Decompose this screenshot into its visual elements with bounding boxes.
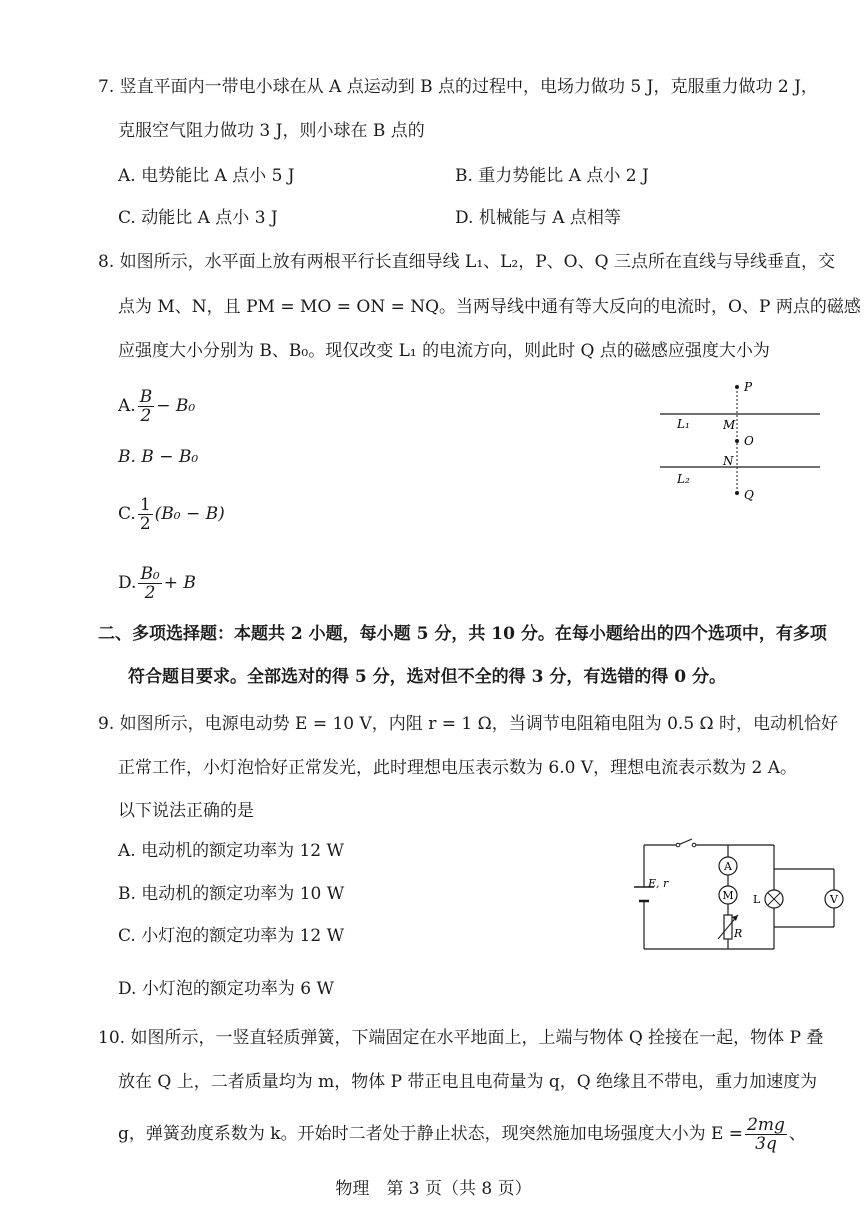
label-p: P (744, 380, 753, 394)
point-o-dot (735, 439, 739, 443)
q7-option-c: C. 动能比 A 点小 3 J (118, 208, 278, 228)
q10-stem-line2: 放在 Q 上，二者质量均为 m，物体 P 带正电且电荷量为 q，Q 绝缘且不带电，重力加速度为 (118, 1072, 818, 1092)
q8-stem-line3: 应强度大小分别为 B、B₀。现仅改变 L₁ 的电流方向，则此时 Q 点的磁感应强度大小为 (118, 341, 770, 361)
q9-option-c: C. 小灯泡的额定功率为 12 W (118, 926, 345, 946)
q7-stem-line2: 克服空气阻力做功 3 J，则小球在 B 点的 (118, 121, 425, 141)
fraction-denominator: 2 (140, 406, 152, 426)
switch-contact-right (692, 843, 696, 847)
q8-stem-line1: 8. 如图所示，水平面上放有两根平行长直细导线 L₁、L₂，P、O、Q 三点所在直线与导线垂直，交 (98, 252, 835, 272)
option-c-suffix: (B₀ − B) (154, 504, 225, 524)
q10-line3-tail: 、 (788, 1124, 806, 1144)
fraction-numerator: B (139, 387, 153, 407)
q9-circuit-figure (630, 835, 858, 960)
q10-stem-line1: 10. 如图所示，一竖直轻质弹簧，下端固定在水平地面上，上端与物体 Q 拴接在一起，物体 P 叠 (98, 1028, 824, 1048)
label-lamp: L (753, 893, 761, 906)
point-q-dot (735, 491, 739, 495)
option-c-prefix: C. (118, 504, 136, 524)
q8-wire-figure (655, 375, 825, 510)
label-n: N (723, 454, 734, 468)
q7-stem-line1: 7. 竖直平面内一带电小球在从 A 点运动到 B 点的过程中，电场力做功 5 J，克服重力做功 2 J， (98, 77, 818, 97)
label-q: Q (744, 488, 754, 502)
option-d-prefix: D. (118, 573, 137, 593)
label-motor: M (722, 889, 734, 902)
q8-option-d (118, 565, 196, 602)
q7-option-a: A. 电势能比 A 点小 5 J (118, 166, 295, 186)
label-voltmeter: V (830, 893, 838, 906)
q7-option-d: D. 机械能与 A 点相等 (455, 208, 621, 228)
fraction-denominator: 3q (755, 1134, 777, 1154)
option-d-suffix: + B (163, 573, 196, 593)
page-footer: 物理 第 3 页（共 8 页） (335, 1179, 532, 1199)
q9-stem-line2: 正常工作，小灯泡恰好正常发光，此时理想电压表示数为 6.0 V，理想电流表示数为 2 A。 (118, 758, 798, 778)
q10-stem-line3 (118, 1116, 806, 1153)
option-d-fraction (138, 565, 161, 602)
label-l2: L₂ (677, 472, 690, 486)
q8-option-c (118, 496, 225, 533)
fraction-denominator: 2 (144, 583, 156, 603)
q8-option-b: B. B − B₀ (118, 447, 199, 467)
label-source: E, r (648, 877, 669, 890)
option-a-fraction (138, 388, 155, 425)
q10-field-fraction (745, 1116, 787, 1153)
point-p-dot (735, 385, 739, 389)
q9-stem-line1: 9. 如图所示，电源电动势 E = 10 V，内阻 r = 1 Ω，当调节电阻箱电阻为 0.5 Ω 时，电动机恰好 (98, 714, 839, 734)
q9-option-d: D. 小灯泡的额定功率为 6 W (118, 979, 334, 999)
label-l1: L₁ (677, 417, 690, 431)
q9-option-b: B. 电动机的额定功率为 10 W (118, 884, 345, 904)
label-o: O (744, 434, 754, 448)
option-c-fraction (138, 496, 153, 533)
q8-option-a (118, 388, 195, 425)
label-ammeter: A (724, 860, 732, 873)
q9-option-a: A. 电动机的额定功率为 12 W (118, 841, 344, 861)
section2-line2: 符合题目要求。全部选对的得 5 分，选对但不全的得 3 分，有选错的得 0 分。 (128, 667, 726, 687)
fraction-denominator: 2 (139, 514, 151, 534)
q10-line3-text: g，弹簧劲度系数为 k。开始时二者处于静止状态，现突然施加电场强度大小为 E = (118, 1124, 744, 1144)
q9-stem-line3: 以下说法正确的是 (118, 801, 254, 821)
fraction-numerator: 1 (139, 495, 151, 515)
q7-option-b: B. 重力势能比 A 点小 2 J (455, 166, 649, 186)
resistor-arrowhead-icon (732, 915, 738, 921)
switch-contact-left (676, 843, 680, 847)
label-resistor: R (734, 927, 743, 940)
fraction-numerator: 2mg (747, 1115, 785, 1135)
section2-line1: 二、多项选择题：本题共 2 小题，每小题 5 分，共 10 分。在每小题给出的四个选项中，有多项 (98, 624, 827, 644)
option-a-suffix: − B₀ (156, 396, 196, 416)
label-m: M (723, 418, 736, 432)
fraction-numerator: B₀ (140, 564, 160, 584)
q8-stem-line2: 点为 M、N，且 PM = MO = ON = NQ。当两导线中通有等大反向的电流时，O、P 两点的磁感 (118, 297, 861, 317)
option-a-prefix: A. (118, 396, 136, 416)
